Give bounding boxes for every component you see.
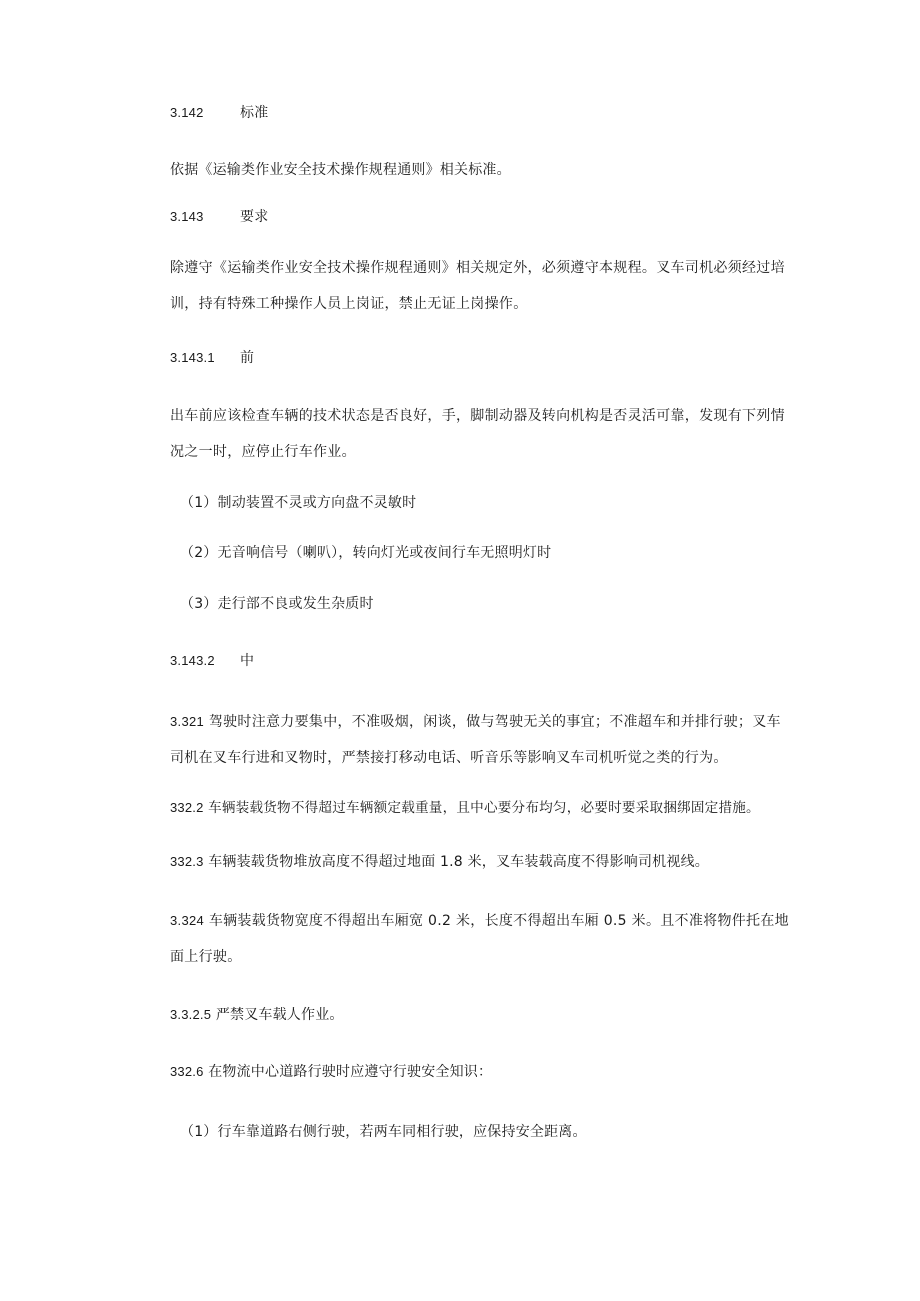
section-number: 3.142 [170,105,204,120]
section-number: 3.143 [170,209,204,224]
section-title: 要求 [240,209,269,225]
paragraph-3-143: 除遵守《运输类作业安全技术操作规程通则》相关规定外，必须遵守本规程。叉车司机必须经过培训，持有特殊工种操作人员上岗证，禁止无证上岗操作。 [170,260,785,312]
list-item: （2）无音响信号（喇叭），转向灯光或夜间行车无照明灯时 [180,545,552,561]
paragraph-3-142: 依据《运输类作业安全技术操作规程通则》相关标准。 [170,162,511,178]
paragraph-text: 驾驶时注意力要集中，不准吸烟，闲谈，做与驾驶无关的事宜；不准超车和并排行驶；叉车司机在叉车行进和叉物时，严禁接打移动电话、听音乐等影响叉车司机听觉之类的行为。 [170,714,781,766]
paragraph-number: 332.3 [170,854,204,869]
section-number: 3.143.2 [170,653,215,668]
paragraph-number: 332.2 [170,800,204,815]
paragraph-3-3-2-5 [170,1005,344,1025]
section-heading-3-143-2 [170,651,254,671]
section-title: 中 [240,653,255,669]
section-title: 标准 [240,105,269,121]
paragraph-3-321 [170,704,795,776]
paragraph-text: 车辆装载货物宽度不得超出车厢宽 0.2 米，长度不得超出车厢 0.5 米。且不准将物件托在地面上行驶。 [170,913,789,965]
section-heading-3-143-1 [170,348,254,368]
list-item: （1）制动装置不灵或方向盘不灵敏时 [180,495,417,511]
section-title: 前 [240,350,255,366]
paragraph-332-2 [170,798,760,818]
list-item: （3）走行部不良或发生杂质时 [180,596,374,612]
paragraph-number: 332.6 [170,1064,204,1079]
paragraph-text: 车辆装载货物不得超过车辆额定载重量，且中心要分布均匀，必要时要采取捆绑固定措施。 [208,800,760,816]
section-heading-3-142 [170,103,268,123]
list-item: （1）行车靠道路右侧行驶，若两车同相行驶，应保持安全距离。 [180,1124,587,1140]
paragraph-number: 3.3.2.5 [170,1007,212,1022]
section-heading-3-143 [170,207,268,227]
paragraph-3-143-1: 出车前应该检查车辆的技术状态是否良好，手，脚制动器及转向机构是否灵活可靠，发现有下列情况之一时，应停止行车作业。 [170,408,785,460]
paragraph-number: 3.321 [170,714,205,729]
section-number: 3.143.1 [170,350,215,365]
paragraph-number: 3.324 [170,913,205,928]
paragraph-3-324 [170,903,795,975]
paragraph-332-6 [170,1062,492,1082]
paragraph-text: 车辆装载货物堆放高度不得超过地面 1.8 米，叉车装载高度不得影响司机视线。 [208,854,709,870]
paragraph-text: 在物流中心道路行驶时应遵守行驶安全知识： [208,1064,493,1080]
paragraph-332-3 [170,852,709,872]
paragraph-text: 严禁叉车载人作业。 [215,1007,344,1023]
